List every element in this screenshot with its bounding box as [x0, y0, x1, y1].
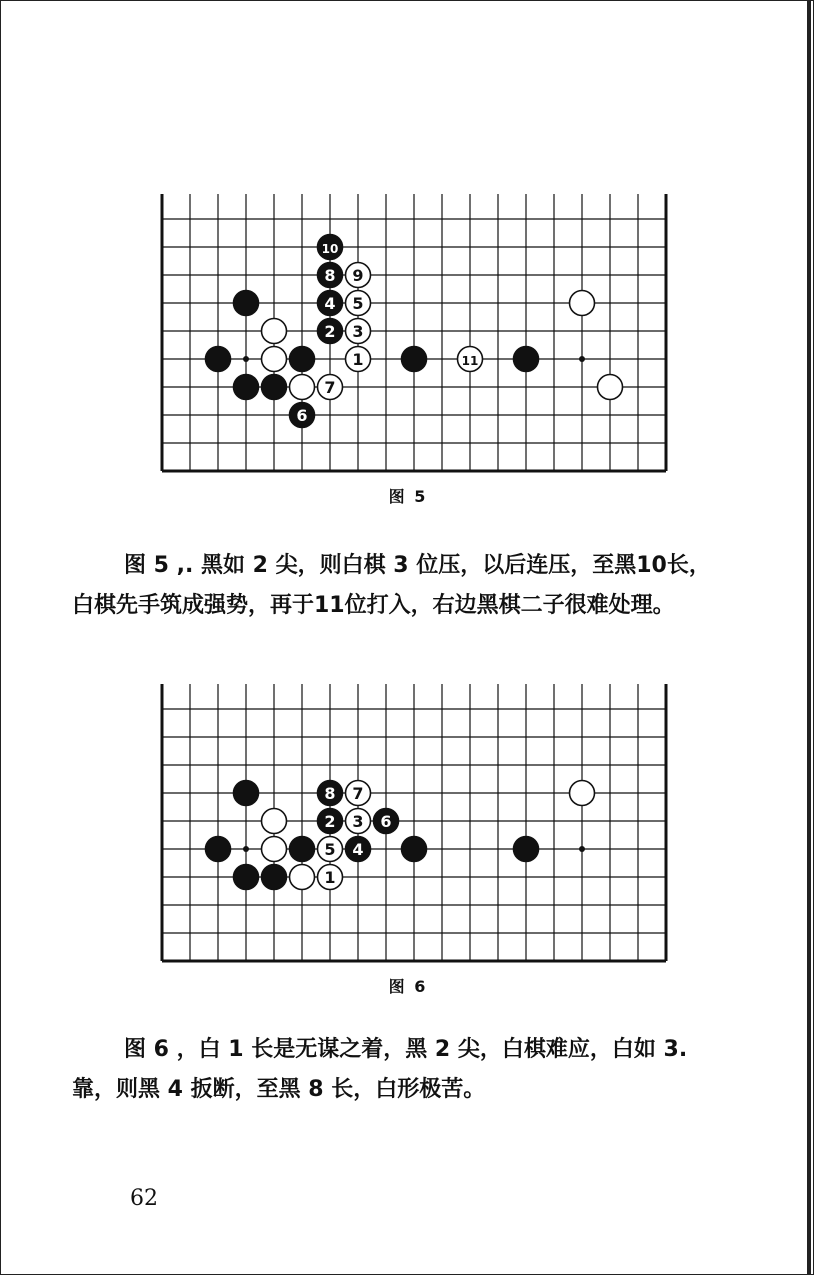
- star-point: [579, 356, 585, 362]
- white-stone: [570, 291, 595, 316]
- black-stone: [290, 837, 315, 862]
- figure-5-commentary: [72, 546, 772, 626]
- white-stone-7: [346, 781, 371, 806]
- figure-5-caption: 图 5: [388, 487, 428, 506]
- white-stone-3: [346, 319, 371, 344]
- move-number: 6: [380, 812, 392, 831]
- move-number: 3: [352, 322, 364, 341]
- move-number: 6: [296, 406, 308, 425]
- figure-6-caption: 图 6: [388, 977, 428, 996]
- black-stone: [206, 347, 231, 372]
- white-stone-3: [346, 809, 371, 834]
- move-number: 4: [324, 294, 336, 313]
- move-number: 11: [461, 354, 479, 368]
- white-stone-11: [458, 347, 483, 372]
- white-stone-9: [346, 263, 371, 288]
- white-stone: [598, 375, 623, 400]
- white-stone: [262, 319, 287, 344]
- black-stone-6: [290, 403, 315, 428]
- move-number: 5: [352, 294, 364, 313]
- paragraph-line: 白棋先手筑成强势，再于11位打入，右边黑棋二子很难处理。: [72, 593, 675, 618]
- black-stone: [402, 347, 427, 372]
- move-number: 8: [324, 784, 336, 803]
- white-stone-7: [318, 375, 343, 400]
- black-stone: [234, 865, 259, 890]
- board-grid: [162, 684, 666, 961]
- white-stone: [290, 865, 315, 890]
- black-stone-8: [318, 781, 343, 806]
- black-stone: [234, 781, 259, 806]
- white-stone: [290, 375, 315, 400]
- white-stone: [262, 809, 287, 834]
- white-stone-5: [318, 837, 343, 862]
- page-number: 62: [130, 1186, 158, 1211]
- white-stone-5: [346, 291, 371, 316]
- black-stone-4: [318, 291, 343, 316]
- move-number: 7: [324, 378, 336, 397]
- black-stone-2: [318, 319, 343, 344]
- black-stone-8: [318, 263, 343, 288]
- move-number: 1: [324, 868, 336, 887]
- move-number: 7: [352, 784, 364, 803]
- white-stone-1: [346, 347, 371, 372]
- move-number: 8: [324, 266, 336, 285]
- black-stone: [262, 375, 287, 400]
- go-board-figure-6: [160, 684, 668, 936]
- black-stone-6: [374, 809, 399, 834]
- star-point: [579, 846, 585, 852]
- figure-6-commentary: [72, 1030, 772, 1110]
- move-number: 9: [352, 266, 364, 285]
- black-stone: [206, 837, 231, 862]
- move-number: 1: [352, 350, 364, 369]
- move-number: 2: [324, 812, 336, 831]
- black-stone: [234, 291, 259, 316]
- board-grid: [162, 194, 666, 471]
- black-stone-4: [346, 837, 371, 862]
- go-board-figure-5: [160, 194, 668, 446]
- star-point: [243, 356, 249, 362]
- black-stone: [514, 837, 539, 862]
- move-number: 2: [324, 322, 336, 341]
- move-number: 4: [352, 840, 364, 859]
- move-number: 3: [352, 812, 364, 831]
- move-number: 5: [324, 840, 336, 859]
- move-number: 10: [321, 242, 339, 256]
- black-stone-10: [318, 235, 343, 260]
- black-stone: [234, 375, 259, 400]
- black-stone-2: [318, 809, 343, 834]
- black-stone: [262, 865, 287, 890]
- white-stone-1: [318, 865, 343, 890]
- black-stone: [514, 347, 539, 372]
- white-stone: [262, 837, 287, 862]
- star-point: [243, 846, 249, 852]
- paragraph-line: 图 5 ,. 黑如 2 尖，则白棋 3 位压，以后连压，至黑10长，: [124, 553, 711, 578]
- white-stone: [570, 781, 595, 806]
- white-stone: [262, 347, 287, 372]
- paragraph-line: 靠，则黑 4 扳断，至黑 8 长，白形极苦。: [72, 1077, 486, 1102]
- paragraph-line: 图 6 ，白 1 长是无谋之着，黑 2 尖，白棋难应，白如 3.: [124, 1037, 688, 1062]
- black-stone: [290, 347, 315, 372]
- black-stone: [402, 837, 427, 862]
